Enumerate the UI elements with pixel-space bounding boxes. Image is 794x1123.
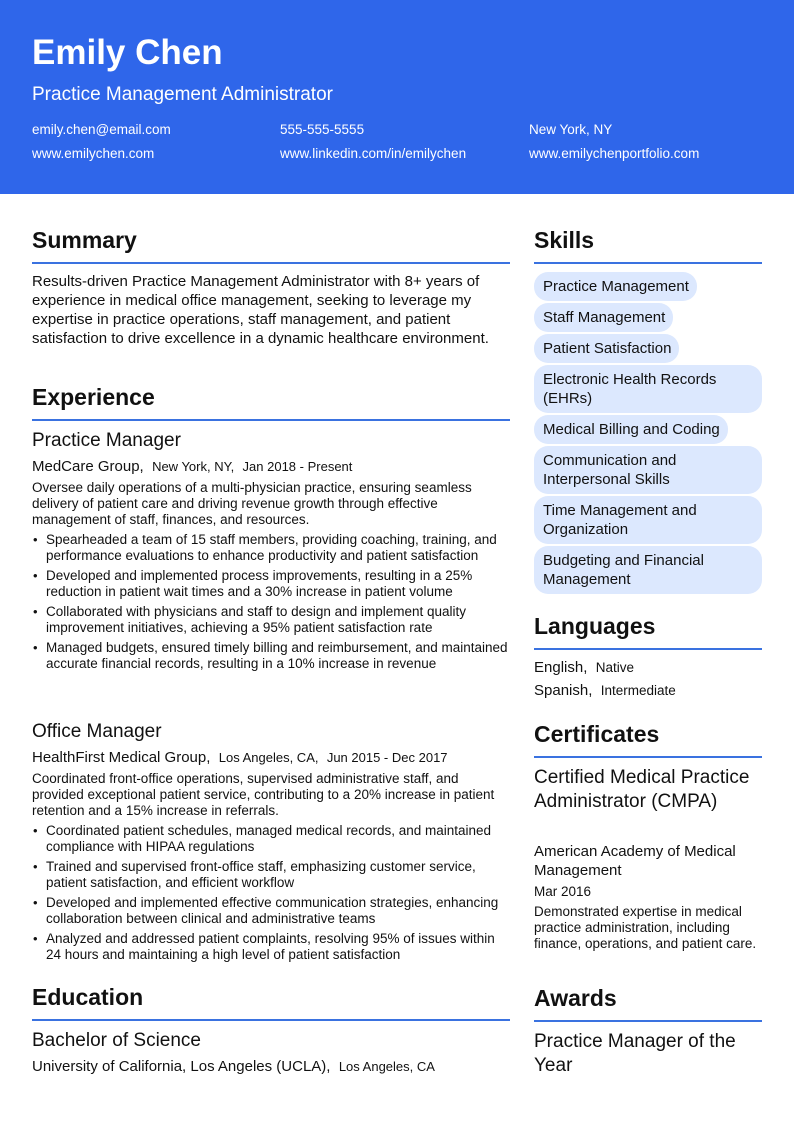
certificate-title: Certified Medical Practice Administrator (CMPA) bbox=[534, 767, 750, 812]
language-item bbox=[534, 659, 634, 677]
skills-divider bbox=[534, 262, 762, 264]
candidate-title: Practice Management Administrator bbox=[32, 84, 333, 105]
language-level: Native bbox=[595, 660, 634, 675]
education-divider bbox=[32, 1019, 510, 1021]
summary-divider bbox=[32, 262, 510, 264]
education-meta bbox=[32, 1058, 435, 1076]
summary-heading: Summary bbox=[32, 227, 137, 253]
award-title: Practice Manager of the Year bbox=[534, 1031, 736, 1076]
job-dates: Jan 2018 - Present bbox=[242, 459, 353, 474]
skill-tag: Staff Management bbox=[534, 303, 673, 332]
languages-heading: Languages bbox=[534, 613, 656, 639]
job-location: Los Angeles, CA, bbox=[218, 750, 319, 765]
list-item: • Trained and supervised front-office staff, emphasizing customer service, patient satisfaction, and efficient workflow bbox=[32, 859, 512, 891]
summary-text: Results-driven Practice Management Administrator with 8+ years of experience in medical office management, seeking to leverage my expertise in practice operations, staff management, and patient satisfaction to drive excellence in a dynamic healthcare environment. bbox=[32, 273, 489, 347]
education-school: University of California, Los Angeles (UCLA), bbox=[32, 1058, 331, 1075]
list-item: • Collaborated with physicians and staff to design and implement quality improvement initiatives, achieving a 95% patient satisfaction rate bbox=[32, 604, 512, 636]
contact-website[interactable]: www.emilychen.com bbox=[32, 146, 155, 161]
certificate-description: Demonstrated expertise in medical practice administration, including finance, operations, and patient care. bbox=[534, 904, 757, 951]
skill-tag: Electronic Health Records (EHRs) bbox=[534, 365, 762, 413]
job-meta bbox=[32, 749, 448, 767]
certificates-heading: Certificates bbox=[534, 721, 660, 747]
job-dates: Jun 2015 - Dec 2017 bbox=[326, 750, 448, 765]
job-description: Coordinated front-office operations, supervised administrative staff, and provided exceptional patient service, contributing to a 20% increase in patient retention and a 15% increase in referrals. bbox=[32, 771, 495, 818]
job-location: New York, NY, bbox=[152, 459, 235, 474]
certificate-org: American Academy of Medical Management bbox=[534, 843, 736, 879]
list-item: • Managed budgets, ensured timely billing and reimbursement, and maintained accurate financial records, resulting in a 10% increase in revenue bbox=[32, 640, 512, 672]
list-item: • Developed and implemented process improvements, resulting in a 25% reduction in patient wait times and a 30% increase in patient volume bbox=[32, 568, 512, 600]
job-title: Practice Manager bbox=[32, 430, 181, 451]
resume-header bbox=[0, 0, 794, 194]
contact-linkedin[interactable]: www.linkedin.com/in/emilychen bbox=[280, 146, 467, 161]
list-item: • Analyzed and addressed patient complaints, resolving 95% of issues within 24 hours and maintaining a high level of patient satisfaction bbox=[32, 931, 512, 963]
skill-tag: Medical Billing and Coding bbox=[534, 415, 728, 444]
education-degree: Bachelor of Science bbox=[32, 1030, 201, 1051]
experience-divider bbox=[32, 419, 510, 421]
language-level: Intermediate bbox=[600, 683, 676, 698]
skill-tag: Communication and Interpersonal Skills bbox=[534, 446, 762, 494]
job-description: Oversee daily operations of a multi-physician practice, ensuring seamless delivery of patient care and driving revenue growth through effective management of staff, finances, and resources. bbox=[32, 480, 472, 527]
list-item: • Developed and implemented effective communication strategies, enhancing collaboration between clinical and administrative teams bbox=[32, 895, 512, 927]
awards-heading: Awards bbox=[534, 985, 617, 1011]
candidate-name: Emily Chen bbox=[32, 33, 223, 72]
language-name: Spanish, bbox=[534, 682, 593, 699]
certificate-date: Mar 2016 bbox=[534, 884, 592, 899]
skills-heading: Skills bbox=[534, 227, 595, 253]
job-title: Office Manager bbox=[32, 721, 162, 742]
job-meta bbox=[32, 458, 352, 476]
list-item: • Coordinated patient schedules, managed medical records, and maintained compliance with HIPAA regulations bbox=[32, 823, 512, 855]
awards-divider bbox=[534, 1020, 762, 1022]
skill-tag: Patient Satisfaction bbox=[534, 334, 679, 363]
language-item bbox=[534, 682, 676, 700]
education-heading: Education bbox=[32, 984, 144, 1010]
job-company: HealthFirst Medical Group, bbox=[32, 749, 211, 766]
skill-tag: Practice Management bbox=[534, 272, 697, 301]
skills-list bbox=[534, 272, 762, 596]
education-location: Los Angeles, CA bbox=[338, 1059, 435, 1074]
certificates-divider bbox=[534, 756, 762, 758]
job-bullets bbox=[32, 823, 512, 967]
language-name: English, bbox=[534, 659, 588, 676]
languages-divider bbox=[534, 648, 762, 650]
job-bullets bbox=[32, 532, 512, 676]
skill-tag: Budgeting and Financial Management bbox=[534, 546, 762, 594]
list-item: • Spearheaded a team of 15 staff members, providing coaching, training, and performance evaluations to enhance productivity and patient satisfaction bbox=[32, 532, 512, 564]
contact-location: New York, NY bbox=[529, 122, 613, 137]
experience-heading: Experience bbox=[32, 384, 155, 410]
skill-tag: Time Management and Organization bbox=[534, 496, 762, 544]
job-company: MedCare Group, bbox=[32, 458, 144, 475]
contact-email[interactable]: emily.chen@email.com bbox=[32, 122, 171, 137]
contact-phone[interactable]: 555-555-5555 bbox=[280, 122, 365, 137]
contact-portfolio[interactable]: www.emilychenportfolio.com bbox=[529, 146, 700, 161]
